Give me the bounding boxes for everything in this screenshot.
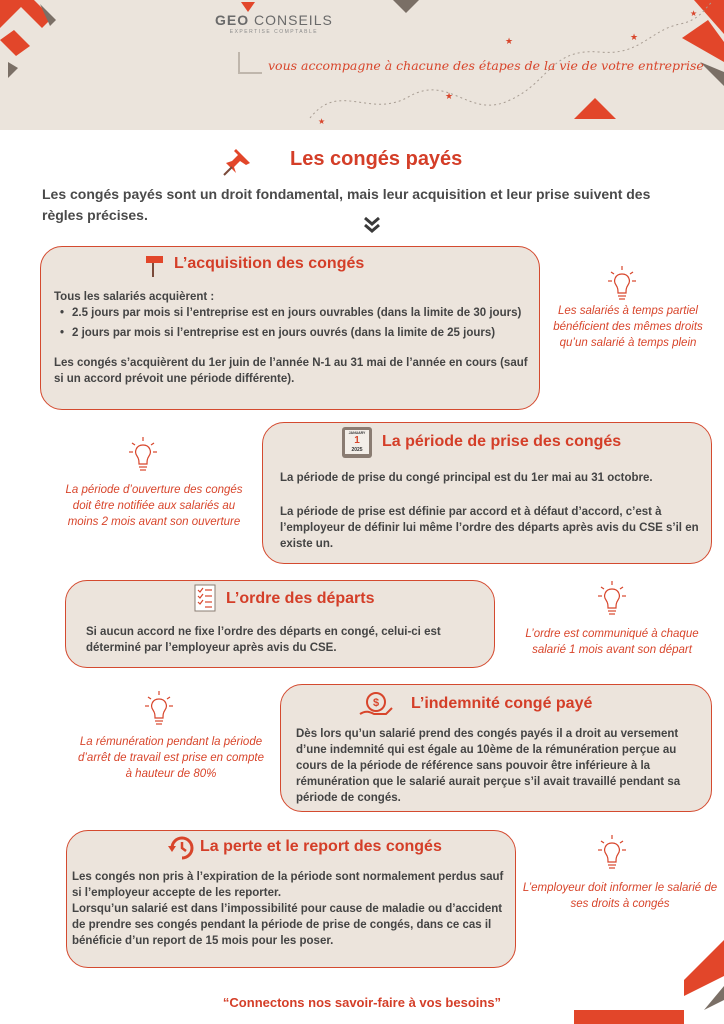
title-row bbox=[0, 145, 724, 177]
svg-text:★: ★ bbox=[445, 91, 454, 101]
calendar-month: JANUARY bbox=[348, 431, 366, 435]
footer-quote: “Connectons nos savoir-faire à vos besoins” bbox=[222, 995, 502, 1010]
signpost-icon bbox=[144, 253, 164, 277]
acquisition-title: L’acquisition des congés bbox=[174, 255, 365, 272]
money-hand-icon bbox=[358, 688, 394, 720]
svg-text:$: $ bbox=[372, 697, 380, 709]
svg-text:★: ★ bbox=[690, 9, 698, 18]
acquisition-closing: Les congés s’acquièrent du 1er juin de l’année N-1 au 31 mai de l’année en cours (sauf si un accord prévoit une période différente). bbox=[54, 357, 528, 385]
clock-icon bbox=[166, 832, 198, 864]
checklist-icon bbox=[192, 584, 218, 612]
perte-p1: Les congés non pris à l’expiration de la période sont normalement perdus sauf si l’employeur accepte de les reporter. bbox=[72, 871, 504, 899]
periode-p1: La période de prise du congé principal est du 1er mai au 31 octobre. bbox=[280, 472, 653, 484]
svg-text:★: ★ bbox=[318, 117, 326, 126]
bottom-bar-decoration bbox=[574, 1010, 684, 1024]
lightbulb-icon bbox=[596, 833, 628, 873]
lightbulb-icon bbox=[596, 579, 628, 619]
calendar-icon bbox=[342, 424, 372, 458]
lightbulb-icon bbox=[606, 264, 638, 304]
logo-mark-icon bbox=[241, 2, 255, 14]
lightbulb-icon bbox=[127, 435, 159, 475]
company-logo bbox=[215, 12, 333, 35]
periode-p2: La période de prise est définie par accord et à défaut d’accord, c’est à l’employeur de définir lui même l’ordre des départs après avis du CSE s’il en existe un. bbox=[280, 506, 699, 550]
svg-text:★: ★ bbox=[505, 36, 514, 46]
calendar-year: 2025 bbox=[351, 447, 363, 453]
ordre-text: Si aucun accord ne fixe l’ordre des départs en congé, celui-ci est déterminé par l’employeur après avis du CSE. bbox=[86, 626, 441, 654]
logo-text-conseils: CONSEILS bbox=[254, 12, 333, 28]
intro-text: Les congés payés sont un droit fondamental, mais leur acquisition et leur prise suivent des règles précises. bbox=[42, 186, 651, 223]
ordre-tip: L’ordre est communiqué à chaque salarié 1 mois avant son départ bbox=[525, 628, 699, 656]
lightbulb-icon bbox=[143, 689, 175, 729]
corner-stripes-left bbox=[0, 0, 60, 90]
perte-tip: L’employeur doit informer le salarié de ses droits à congés bbox=[522, 882, 718, 910]
corner-stripes-bottom-right bbox=[684, 940, 724, 1024]
acquisition-tip: Les salariés à temps partiel bénéficient des mêmes droits qu’un salarié à temps plein bbox=[553, 305, 703, 349]
logo-text-geo: GEO bbox=[215, 12, 250, 28]
indemnite-title: L’indemnité congé payé bbox=[411, 695, 593, 712]
pushpin-icon bbox=[222, 145, 254, 177]
indemnite-text: Dès lors qu’un salarié prend des congés payés il a droit au versement d’une indemnité qui est égale au 10ème de la rémunération perçue au cours de la période de référence sans pouvoir être inférieure à la rémunération que le salarié aurait perçue s’il avait travaillé pendant sa période de congés. bbox=[296, 728, 681, 804]
calendar-day: 1 bbox=[354, 435, 360, 446]
list-item: • 2.5 jours par mois si l’entreprise est en jours ouvrables (dans la limite de 30 jours) bbox=[54, 305, 534, 321]
indemnite-tip: La rémunération pendant la période d’arrêt de travail est prise en compte à hauteur de 80% bbox=[77, 736, 264, 780]
header-banner bbox=[0, 0, 724, 130]
perte-p2: Lorsqu’un salarié est dans l’impossibilité pour cause de maladie ou d’accident de prendre ses congés pendant la période de prise de congés, dans ce cas il bénéficie d’un report de 15 mois pour les poser. bbox=[72, 903, 503, 947]
page-title: Les congés payés bbox=[290, 148, 463, 170]
tagline-bracket bbox=[238, 52, 262, 74]
logo-subtitle: EXPERTISE COMPTABLE bbox=[229, 29, 319, 35]
chevron-down-icon bbox=[362, 215, 382, 235]
list-item: • 2 jours par mois si l’entreprise est en jours ouvrés (dans la limite de 25 jours) bbox=[54, 325, 534, 341]
ordre-title: L’ordre des départs bbox=[226, 590, 375, 607]
periode-tip: La période d’ouverture des congés doit être notifiée aux salariés au moins 2 mois avant son ouverture bbox=[65, 484, 243, 528]
acquisition-body bbox=[54, 289, 534, 387]
svg-text:★: ★ bbox=[630, 32, 639, 42]
acquisition-lead: Tous les salariés acquièrent : bbox=[54, 291, 215, 303]
acquisition-bullets bbox=[54, 305, 534, 341]
header-tagline: vous accompagne à chacune des étapes de la vie de votre entreprise bbox=[268, 58, 704, 73]
periode-title: La période de prise des congés bbox=[382, 433, 622, 450]
perte-title: La perte et le report des congés bbox=[200, 838, 442, 855]
